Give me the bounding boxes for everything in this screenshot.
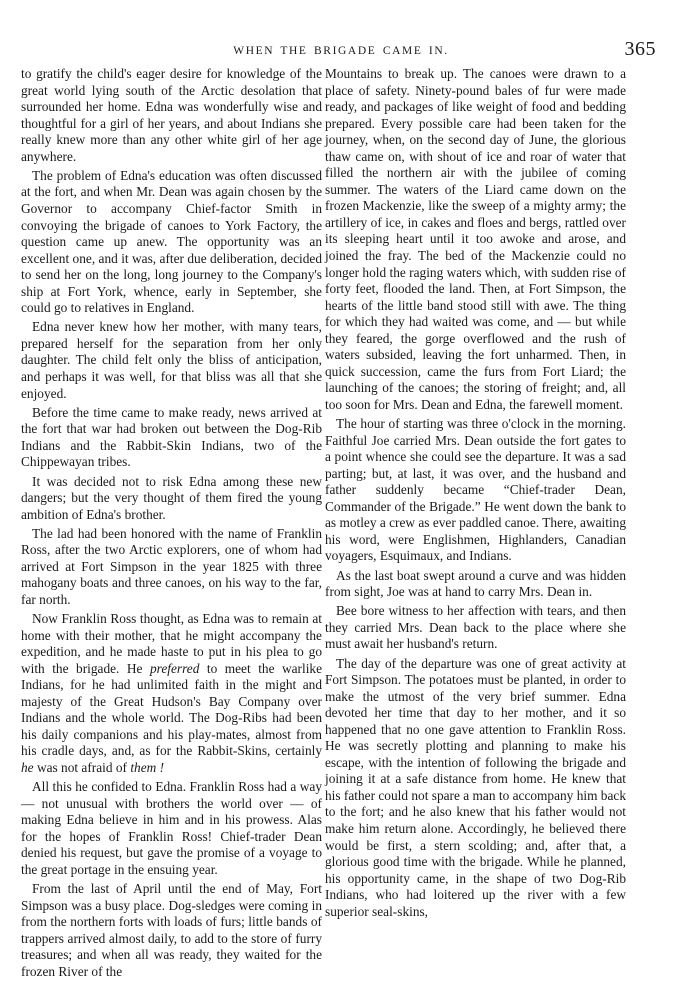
paragraph: Bee bore witness to her affection with tears, and then they carried Mrs. Dean back to the place where she must await her husband's return. xyxy=(325,603,626,652)
text-run: Now Franklin Ross thought, as Edna was to remain at home with their mother, that he might accompany the expedition, and he made haste to put in his plea to go with the brigade. He xyxy=(21,611,322,676)
emphasis: them ! xyxy=(130,759,165,775)
running-title: WHEN THE BRIGADE CAME IN. xyxy=(233,45,449,57)
paragraph: Mountains to break up. The canoes were drawn to a place of safety. Ninety-pound bales of fur were made ready, and packages of like weight of food and bedding prepared. Every possible care had been taken for the journey, when, on the second day of June, the glorious thaw came on, with shout of ice and roar of water that filled the northern air with the jubilee of coming summer. The waters of the Liard came down on the frozen Mackenzie, like the sweep of a mighty army; the artillery of ice, in cakes and floes and bergs, rattled over its sleeping heart until it too awoke and arose, and joined the fray. The bed of the Mackenzie could no longer hold the raging waters which, with sudden rise of forty feet, flooded the land. Then, at Fort Simpson, the hearts of the little band stood still with awe. The thing for which they had waited was come, and — but while they feared, the gorge overflowed and the rush of waters subsided, leaving the fort unharmed. Then, in quick succession, came the furs from Fort Liard; the launching of the canoes; the storing of freight; and, all too soon for Mrs. Dean and Edna, the farewell moment. xyxy=(325,66,626,412)
right-column xyxy=(325,66,626,923)
paragraph: Edna never knew how her mother, with many tears, prepared herself for the separation from her only daughter. The child felt only the bliss of anticipation, and perhaps it was well, for that bliss was all that she enjoyed. xyxy=(21,319,322,401)
paragraph: to gratify the child's eager desire for knowledge of the great world lying south of the Arctic desolation that surrounded her home. Edna was wonderfully wise and thoughtful for a girl of her years, and about Indians she really knew more than any other white girl of her age anywhere. xyxy=(21,66,322,164)
paragraph: All this he confided to Edna. Franklin Ross had a way — not unusual with brothers the world over — of making Edna believe in him and in his prowess. Alas for the hopes of Franklin Ross! Chief-trader Dean denied his request, but gave the promise of a voyage to the great portage in the ensuing year. xyxy=(21,779,322,877)
emphasis: preferred xyxy=(149,660,200,676)
paragraph xyxy=(21,611,322,776)
emphasis: he xyxy=(21,759,34,775)
running-head xyxy=(22,40,660,64)
paragraph: The problem of Edna's education was often discussed at the fort, and when Mr. Dean was again chosen by the Governor to accompany Chief-factor Smith in convoying the brigade of canoes to York Factory, the question came up anew. The opportunity was an excellent one, and it was, after due deliberation, decided to send her on the long, long journey to the Company's ship at Fort York, whence, early in September, she could go to relatives in England. xyxy=(21,167,322,316)
paragraph: The day of the departure was one of great activity at Fort Simpson. The potatoes must be planted, in order to make the utmost of the very brief summer. Edna devoted her time that day to her mother, and it so happened that no one gave attention to Franklin Ross. He was secretly plotting and planning to make his escape, with the intention of following the brigade and joining it at a safe distance from home. He knew that his father could not spare a man to accompany him back to the fort; and he also knew that his father would not make him return alone. Accordingly, he believed there would be first, a stern scolding; and, after that, a glorious good time with the brigade. While he planned, his opportunity came, in the shape of two Dog-Rib Indians, who had loitered up the river with a few superior seal-skins, xyxy=(325,655,626,919)
paragraph: It was decided not to risk Edna among these new dangers; but the very thought of them fired the young ambition of Edna's brother. xyxy=(21,473,322,522)
text-run: was not afraid of xyxy=(33,759,131,775)
page-number: 365 xyxy=(624,38,656,60)
paragraph: The lad had been honored with the name of Franklin Ross, after the two Arctic explorers, one of whom had arrived at Fort Simpson in the year 1825 with three mahogany boats and three canoes, on his way to the far, far north. xyxy=(21,525,322,607)
text-run: to meet the warlike Indians, for he had unlimited faith in the might and majesty of the Great Hudson's Bay Company over Indians and the whole world. The Dog-Ribs had been his daily companions and his play-mates, almost from his cradle days, and, as for the Rabbit-Skins, certainly xyxy=(21,660,323,759)
paragraph: The hour of starting was three o'clock in the morning. Faithful Joe carried Mrs. Dean outside the fort gates to a point whence she could see the departure. It was a sad parting; but, at last, it was over, and the husband and father suddenly became “Chief-trader Dean, Commander of the Brigade.” He went down the bank to as motley a crew as ever paddled canoe. There, awaiting his word, were Englishmen, Highlanders, Canadian voyagers, Esquimaux, and Indians. xyxy=(325,416,626,564)
left-column xyxy=(21,66,322,983)
paragraph: As the last boat swept around a curve and was hidden from sight, Joe was at hand to carry Mrs. Dean in. xyxy=(325,567,626,600)
paragraph: From the last of April until the end of May, Fort Simpson was a busy place. Dog-sledges were coming in from the northern forts with loads of furs; little bands of trappers arrived almost daily, to add to the store of furry treasures; and when all was ready, they waited for the frozen River of the xyxy=(21,881,322,979)
paragraph: Before the time came to make ready, news arrived at the fort that war had broken out between the Dog-Rib Indians and the Rabbit-Skin Indians, two of the Chippewayan tribes. xyxy=(21,404,322,470)
